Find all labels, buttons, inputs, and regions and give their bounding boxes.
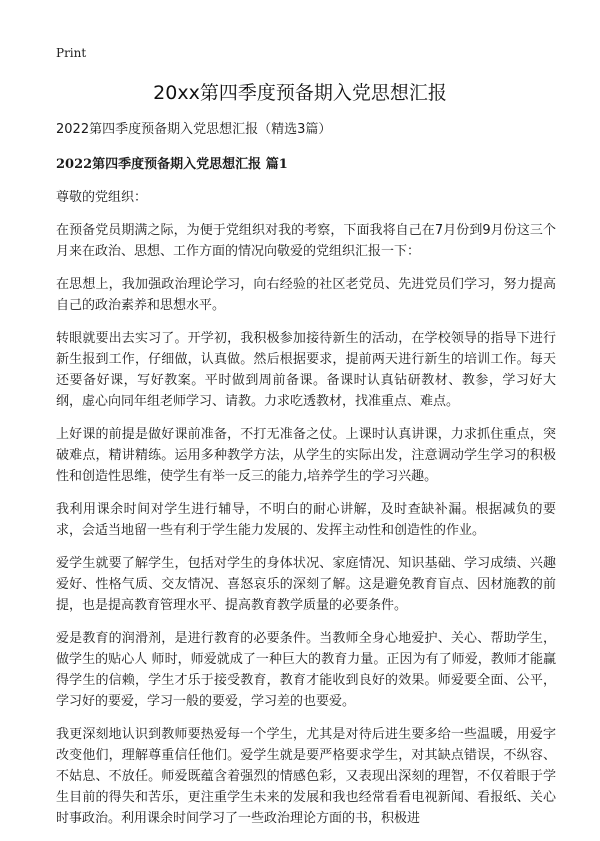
paragraph: 上好课的前提是做好课前准备，不打无准备之仗。上课时认真讲课，力求抓住重点，突破难点，精讲精练。运用多种教学方法，从学生的实际出发，注意调动学生学习的积极性和创造性思维，使学生有举一反三的能力,培养学生的学习兴趣。	[56, 427, 556, 484]
paragraph: 我更深刻地认识到教师要热爱每一个学生，尤其是对待后进生要多给一些温暖，用爱字改变他们，理解尊重信任他们。爱学生就是要严格要求学生，对其缺点错误，不纵容、不姑息、不放任。师爱既蕴含着强烈的情感色彩，又表现出深刻的理智，不仅着眼于学生目前的得失和苦乐，更注重学生未来的发展和我也经常看看电视新闻、看报纸、关心时事政治。利用课余时间学习了一些政治理论方面的书，积极进	[56, 727, 556, 826]
paragraph: 爱学生就要了解学生，包括对学生的身体状况、家庭情况、知识基础、学习成绩、兴趣爱好、性格气质、交友情况、喜怒哀乐的深刻了解。这是避免教育盲点、因材施教的前提，也是提高教育管理水平、提高教育教学质量的必要条件。	[56, 556, 556, 613]
paragraph: 在预备党员期满之际，为便于党组织对我的考察，下面我将自己在7月份到9月份这三个月来在政治、思想、工作方面的情况向敬爱的党组织汇报一下：	[56, 223, 556, 259]
paragraph: 转眼就要出去实习了。开学初，我积极参加接待新生的活动，在学校领导的指导下进行新生报到工作，仔细做，认真做。然后根据要求，提前两天进行新生的培训工作。每天还要备好课，写好教案。平时做到周前备课。备课时认真钻研教材、教参，学习好大纲，虚心向同年组老师学习、请教。力求吃透教材，找准重点、难点。	[56, 331, 556, 409]
document-body	[56, 119, 556, 841]
document-title: 20xx第四季度预备期入党思想汇报	[153, 82, 447, 104]
document-subtitle: 2022第四季度预备期入党思想汇报（精选3篇）	[56, 122, 332, 137]
salutation: 尊敬的党组织：	[56, 190, 148, 205]
paragraph: 我利用课余时间对学生进行辅导，不明白的耐心讲解，及时查缺补漏。根据减负的要求，会适当地留一些有利于学生能力发展的、发挥主动性和创造性的作业。	[56, 502, 556, 538]
paragraph: 在思想上，我加强政治理论学习，向右经验的社区老党员、先进党员们学习，努力提高自己的政治素养和思想水平。	[56, 277, 556, 313]
section-heading: 2022第四季度预备期入党思想汇报 篇1	[56, 157, 288, 172]
paragraph: 爱是教育的润滑剂，是进行教育的必要条件。当教师全身心地爱护、关心、帮助学生，做学生的贴心人 师时，师爱就成了一种巨大的教育力量。正因为有了师爱，教师才能赢得学生的信赖，学生才乐于接受教育，教育才能收到良好的效果。师爱要全面、公平，学习好的要爱，学习一般的要爱，学习差的也要爱。	[56, 631, 556, 709]
print-link[interactable]: Print	[56, 46, 87, 60]
